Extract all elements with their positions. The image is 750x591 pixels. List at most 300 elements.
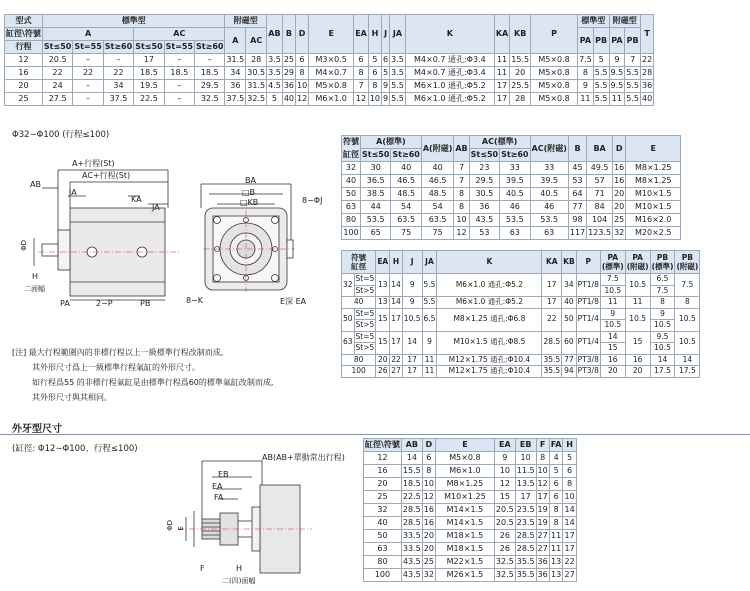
note-line: 如行程爲55 的非標行程氣缸是由標準行程爲60的標準氣缸改制而成, [32,378,274,387]
cell: 5.5 [422,274,437,297]
cell: St>5 [355,343,375,352]
cell: 100 [342,227,361,240]
cell: 17 [536,491,549,504]
hdr-PA-mag: PA [609,28,625,54]
dim-ea: EA [212,482,223,491]
cell: 11 [625,297,650,309]
cell: 63 [530,227,568,240]
dim-two-four-face: 二(四)面幅 [222,577,256,585]
cell: 94 [562,366,577,378]
cell: 11 [600,297,625,309]
cell: M18×1.5 [435,543,494,556]
cell: M5×0.8 [435,452,494,465]
cell: 8 [354,67,369,80]
cell: 32 [613,227,626,240]
external-thread-table [363,438,577,582]
table-row [342,308,700,320]
spec-table-large-bore [341,135,681,240]
cell: 60 [562,331,577,354]
cell: 11 [549,530,563,543]
cell: 9 [402,297,422,309]
cell: 19.5 [134,80,164,93]
cell: 13 [549,556,563,569]
cell: 53.5 [500,214,530,227]
dim-two-face: 二面幅 [24,285,45,293]
cell: 77 [562,354,577,366]
cell: 16 [600,354,625,366]
cell: – [164,80,194,93]
cell: 15 [625,331,650,354]
cell: 23.5 [515,517,536,530]
cell: 5.5 [390,80,406,93]
hdr-st: St≤50 [134,41,164,54]
cell: 28 [510,93,531,106]
cell: 5.5 [625,93,641,106]
hdr-col: AB [401,439,422,452]
cell: 5.5 [423,297,436,306]
hdr-AC-mag: AC(附磁) [530,136,568,162]
cell: 17 [134,54,164,67]
cell: 11 [422,354,437,366]
cell: 22 [641,54,654,67]
cell: 9 [382,93,390,106]
cell: 100 [342,366,376,378]
cell: M10×1.5 [626,188,681,201]
cell: 4 [549,452,563,465]
cell: 40 [641,93,654,106]
cell: 20 [422,543,435,556]
cell: 17 [494,80,509,93]
hdr-col: P [531,15,578,54]
cell: 20 [510,67,531,80]
cell: 33 [500,162,530,175]
cell: 40 [421,162,454,175]
cell: M6×1.0 通孔:Φ5.2 [437,297,542,309]
dim-a-stroke: A+行程(St) [72,159,115,168]
cell: 53.5 [361,214,391,227]
hdr-standard: 標準型 [42,15,225,28]
cell: 9 [600,308,625,320]
cell: 32.5 [195,93,225,106]
cell: 10 [563,491,576,504]
cell: 5.5 [593,80,609,93]
cell: 14 [650,354,675,366]
hdr-AB: AB [454,136,469,162]
cell: 13 [376,274,390,297]
hdr-text: PA [632,253,643,262]
cell: 10.5 [650,320,675,332]
cell: 16 [5,67,43,80]
cell: 123.5 [587,227,613,240]
dim-phi-d: ΦD [20,240,28,251]
hdr-AC-std: AC(標準) [469,136,530,149]
cell: 6 [296,54,309,67]
cell: 32 [342,162,361,175]
cell: 22 [73,67,103,80]
cell: M8×1.25 [626,175,681,188]
cell: 54 [391,201,421,214]
hdr-J: J [402,251,422,274]
cell: 75 [421,227,454,240]
cell: 33 [530,162,568,175]
cell: M6×1.0 通孔:Φ5.2 [405,80,494,93]
cell: 8 [563,478,576,491]
cell: 27 [536,543,549,556]
cell: 12 [354,93,369,106]
hdr-A-mag: A(附磁) [421,136,454,162]
cell: M10×1.5 [626,201,681,214]
cell: 40 [342,175,361,188]
cell: 80 [342,214,361,227]
cell: 46.5 [391,175,421,188]
cell: M14×1.5 [435,504,494,517]
section-title: 外牙型尺寸 [12,424,62,435]
cell: 20 [376,354,390,366]
table-row [342,201,681,214]
cell: 11 [494,54,509,67]
cell: 63.5 [391,214,421,227]
hdr-JA: JA [422,251,437,274]
cell: M20×2.5 [626,227,681,240]
cell: 8 [368,80,381,93]
cell: M5×0.8 [309,80,354,93]
hdr-text: (標準) [651,262,674,271]
cell: 10 [515,452,536,465]
cell: 48.5 [391,188,421,201]
cell: 8 [549,504,563,517]
cell: 26 [494,530,515,543]
dim-kb: □KB [240,198,259,207]
cell: 5.5 [625,67,641,80]
cell: 13 [376,297,390,309]
table-row [342,274,700,286]
cell: 63 [342,201,361,214]
cell: 37.5 [103,93,133,106]
cell: 28.5 [401,517,422,530]
table-row [342,354,700,366]
cell: 63 [500,227,530,240]
hdr-PB-mag [675,251,700,274]
cell: 8 [454,201,469,214]
cell: 10.5 [650,343,675,355]
hdr-text: (附磁) [676,262,699,271]
cell: 5 [549,465,563,478]
cell: 16 [422,504,435,517]
cell: 3.5 [267,67,283,80]
cell: M12×1.75 通孔:Φ10.4 [437,366,542,378]
cell: 22 [542,308,562,331]
dim-h: H [32,272,39,281]
cell: 17 [402,354,422,366]
cell: 25 [364,491,402,504]
hdr-AC-mag: AC [246,28,267,54]
hdr-col: EB [515,439,536,452]
cell: PT1/4 [576,308,600,331]
cell: PT1/8 [577,297,599,306]
spec-table-large-bore-2 [341,250,700,378]
cell: 20 [422,530,435,543]
cell: 9.5 [609,80,625,93]
cell: St>5 [355,320,375,329]
hdr-symbol: 符號 [351,253,367,262]
hdr-sym-bore [342,251,376,274]
hdr-K: K [437,251,542,274]
cell: M6×1.0 通孔:Φ5.2 [437,274,542,297]
cell: 7.5 [578,54,594,67]
cell: M10×1.25 [435,491,494,504]
dim-e: E [177,526,185,531]
cell: PT1/4 [576,331,600,354]
cell: 13 [549,569,563,582]
cell: 63 [364,543,402,556]
hdr-KB: KB [562,251,577,274]
cell: 15.5 [401,465,422,478]
cell: 46 [530,201,568,214]
table-row [342,297,700,309]
cell: 15 [376,308,390,331]
cell: 20 [600,366,625,378]
cell: 23 [469,162,499,175]
cell: 18.5 [195,67,225,80]
cell: 10 [494,465,515,478]
cell: PT3/8 [577,366,599,375]
cell: 64 [568,188,586,201]
cell: M12×1.75 通孔:Φ10.4 [437,354,542,366]
cell: 6 [422,452,435,465]
hdr-PB-mag: PB [625,28,641,54]
cell: 8 [675,297,700,309]
hdr-col: J [382,15,390,54]
cell: – [164,54,194,67]
cell: 31.5 [225,54,246,67]
external-thread-drawing [172,455,322,585]
hdr-KA: KA [542,251,562,274]
cell: 12 [422,491,435,504]
hdr-PB: PB [593,28,609,54]
cell: 17 [390,331,403,354]
cell: 12 [454,227,469,240]
cell: 16 [613,175,626,188]
cell: 44 [361,201,391,214]
hdr-text: (標準) [601,262,624,271]
cell: 19 [536,504,549,517]
hdr-st: St≥60 [195,41,225,54]
cell: 16 [625,354,650,366]
cell: 10.5 [402,308,422,331]
cell: 14 [402,331,422,354]
side-view-drawing [30,160,200,310]
table-row [364,556,577,569]
dim-e-depth: E深 EA [280,297,307,306]
hdr-symbol: 符號 [342,136,361,149]
cell: 10 [368,93,381,106]
cell: 14 [600,331,625,343]
cell: 10.5 [675,331,700,354]
notes-block [12,345,273,405]
cell: 13.5 [515,478,536,491]
cell: 22.5 [134,93,164,106]
cell: 53.5 [530,214,568,227]
cell: 77 [568,201,586,214]
hdr-col: 缸徑\符號 [364,439,402,452]
cell: 14 [563,517,576,530]
cell: 11 [549,543,563,556]
dim-ka: KA [131,195,142,204]
cell: 16 [422,517,435,530]
cell: 11.5 [515,465,536,478]
cell: 11 [609,93,625,106]
cell: 53 [469,227,499,240]
cell: 54 [421,201,454,214]
cell: St>5 [355,285,375,295]
cell: M4×0.7 通孔:Φ3.4 [405,54,494,67]
hdr-col: EA [354,15,369,54]
cell: 40.5 [500,188,530,201]
cell: 26 [494,543,515,556]
cell: 35.5 [543,354,561,364]
cell: 15 [600,343,625,355]
table-row [364,569,577,582]
table-row [342,214,681,227]
cell: M4×0.7 通孔:Φ3.4 [405,67,494,80]
cell: 17.5 [675,366,700,378]
hdr-stroke: 行程 [5,41,43,54]
hdr-st: St≤50 [361,149,391,162]
cell: 27 [563,569,576,582]
cell: 10.5 [625,274,650,297]
cell: M5×0.8 [531,54,578,67]
cell: 33.5 [401,530,422,543]
cell: M26×1.5 [435,569,494,582]
cell: 9 [578,80,594,93]
cell: 36 [641,80,654,93]
hdr-bore: 缸徑 [351,262,367,271]
cell: 18.5 [164,67,194,80]
table-row [364,478,577,491]
cell: 20.5 [42,54,72,67]
cell: 6 [382,54,390,67]
hdr-PA: PA [578,28,594,54]
cell: 23.5 [515,504,536,517]
cell: 15.5 [510,54,531,67]
cell: 22 [42,67,72,80]
cell: 5 [368,54,381,67]
hdr-col: KB [510,15,531,54]
dim-h-2: H [236,564,243,573]
table-row [5,93,654,106]
cell: 32 [342,274,355,297]
cell: 39.5 [530,175,568,188]
cell: 80 [364,556,402,569]
cell: 15 [376,331,390,354]
hdr-col: B [282,15,295,54]
cell: 20 [5,80,43,93]
cell: 14 [675,354,700,366]
cell: 32.5 [494,569,515,582]
cell: 40 [342,297,376,309]
cell: M5×0.8 [531,67,578,80]
hdr-col: H [368,15,381,54]
cell: 34 [225,67,246,80]
hdr-text: (附磁) [626,262,649,271]
cell: – [103,54,133,67]
cell: 57 [587,175,613,188]
cell: 20.5 [494,517,515,530]
cell: 26 [376,366,390,378]
cell: 36.5 [361,175,391,188]
cell: 3.5 [390,67,406,80]
cell: 9.5 [609,67,625,80]
cell: 9 [494,452,515,465]
table-row [5,54,654,67]
cell: 6 [368,67,381,80]
table-row [364,452,577,465]
cell: 10.5 [675,308,700,331]
cell: 24 [42,80,72,93]
cell: 16 [613,162,626,175]
hdr-A: A [42,28,133,41]
cell: 35.5 [515,556,536,569]
cell: 8 [549,517,563,530]
cell: 18.5 [401,478,422,491]
cell: 32.5 [246,93,267,106]
cell: 17 [515,491,536,504]
cell: 48.5 [421,188,454,201]
cell: 29.5 [469,175,499,188]
cell: M4×0.7 [309,67,354,80]
cell: 28.5 [515,543,536,556]
cell: St=5 [355,308,375,318]
cell: M18×1.5 [435,530,494,543]
cell: 8 [454,188,469,201]
table-row [342,366,700,378]
cell: – [73,80,103,93]
cell: 28 [641,67,654,80]
table-row [364,504,577,517]
cell: PT3/8 [577,354,599,364]
cell: 3.5 [390,54,406,67]
cell: 38.5 [361,188,391,201]
cell: 28 [246,54,267,67]
cell: 7 [454,162,469,175]
cell: 6 [563,465,576,478]
cell: 80 [342,354,376,366]
dim-phi-j: 8−ΦJ [302,196,323,205]
dim-phi-d-2: ΦD [166,520,174,531]
cell: 25.5 [510,80,531,93]
dim-ac-stroke: AC+行程(St) [82,171,131,180]
cell: 7.5 [600,274,625,286]
hdr-magnetic: 附磁型 [225,15,267,28]
cell: 9 [650,308,675,320]
cell: 22 [391,354,401,364]
cell: – [73,93,103,106]
drawing-range-label: Φ32∼Φ100 (行程≤100) [12,130,110,140]
cell: 5 [593,54,609,67]
cell: 31.5 [246,80,267,93]
cell: 9 [402,274,422,297]
cell: 5.5 [625,80,641,93]
hdr-st: St≤50 [42,41,72,54]
cell: 6.5 [650,274,675,286]
dim-eb: EB [218,470,229,479]
cell: 29 [282,67,295,80]
table-row [342,162,681,175]
hdr-col: K [405,15,494,54]
table-row [364,517,577,530]
cell: 10.5 [600,285,625,297]
table-row [5,80,654,93]
